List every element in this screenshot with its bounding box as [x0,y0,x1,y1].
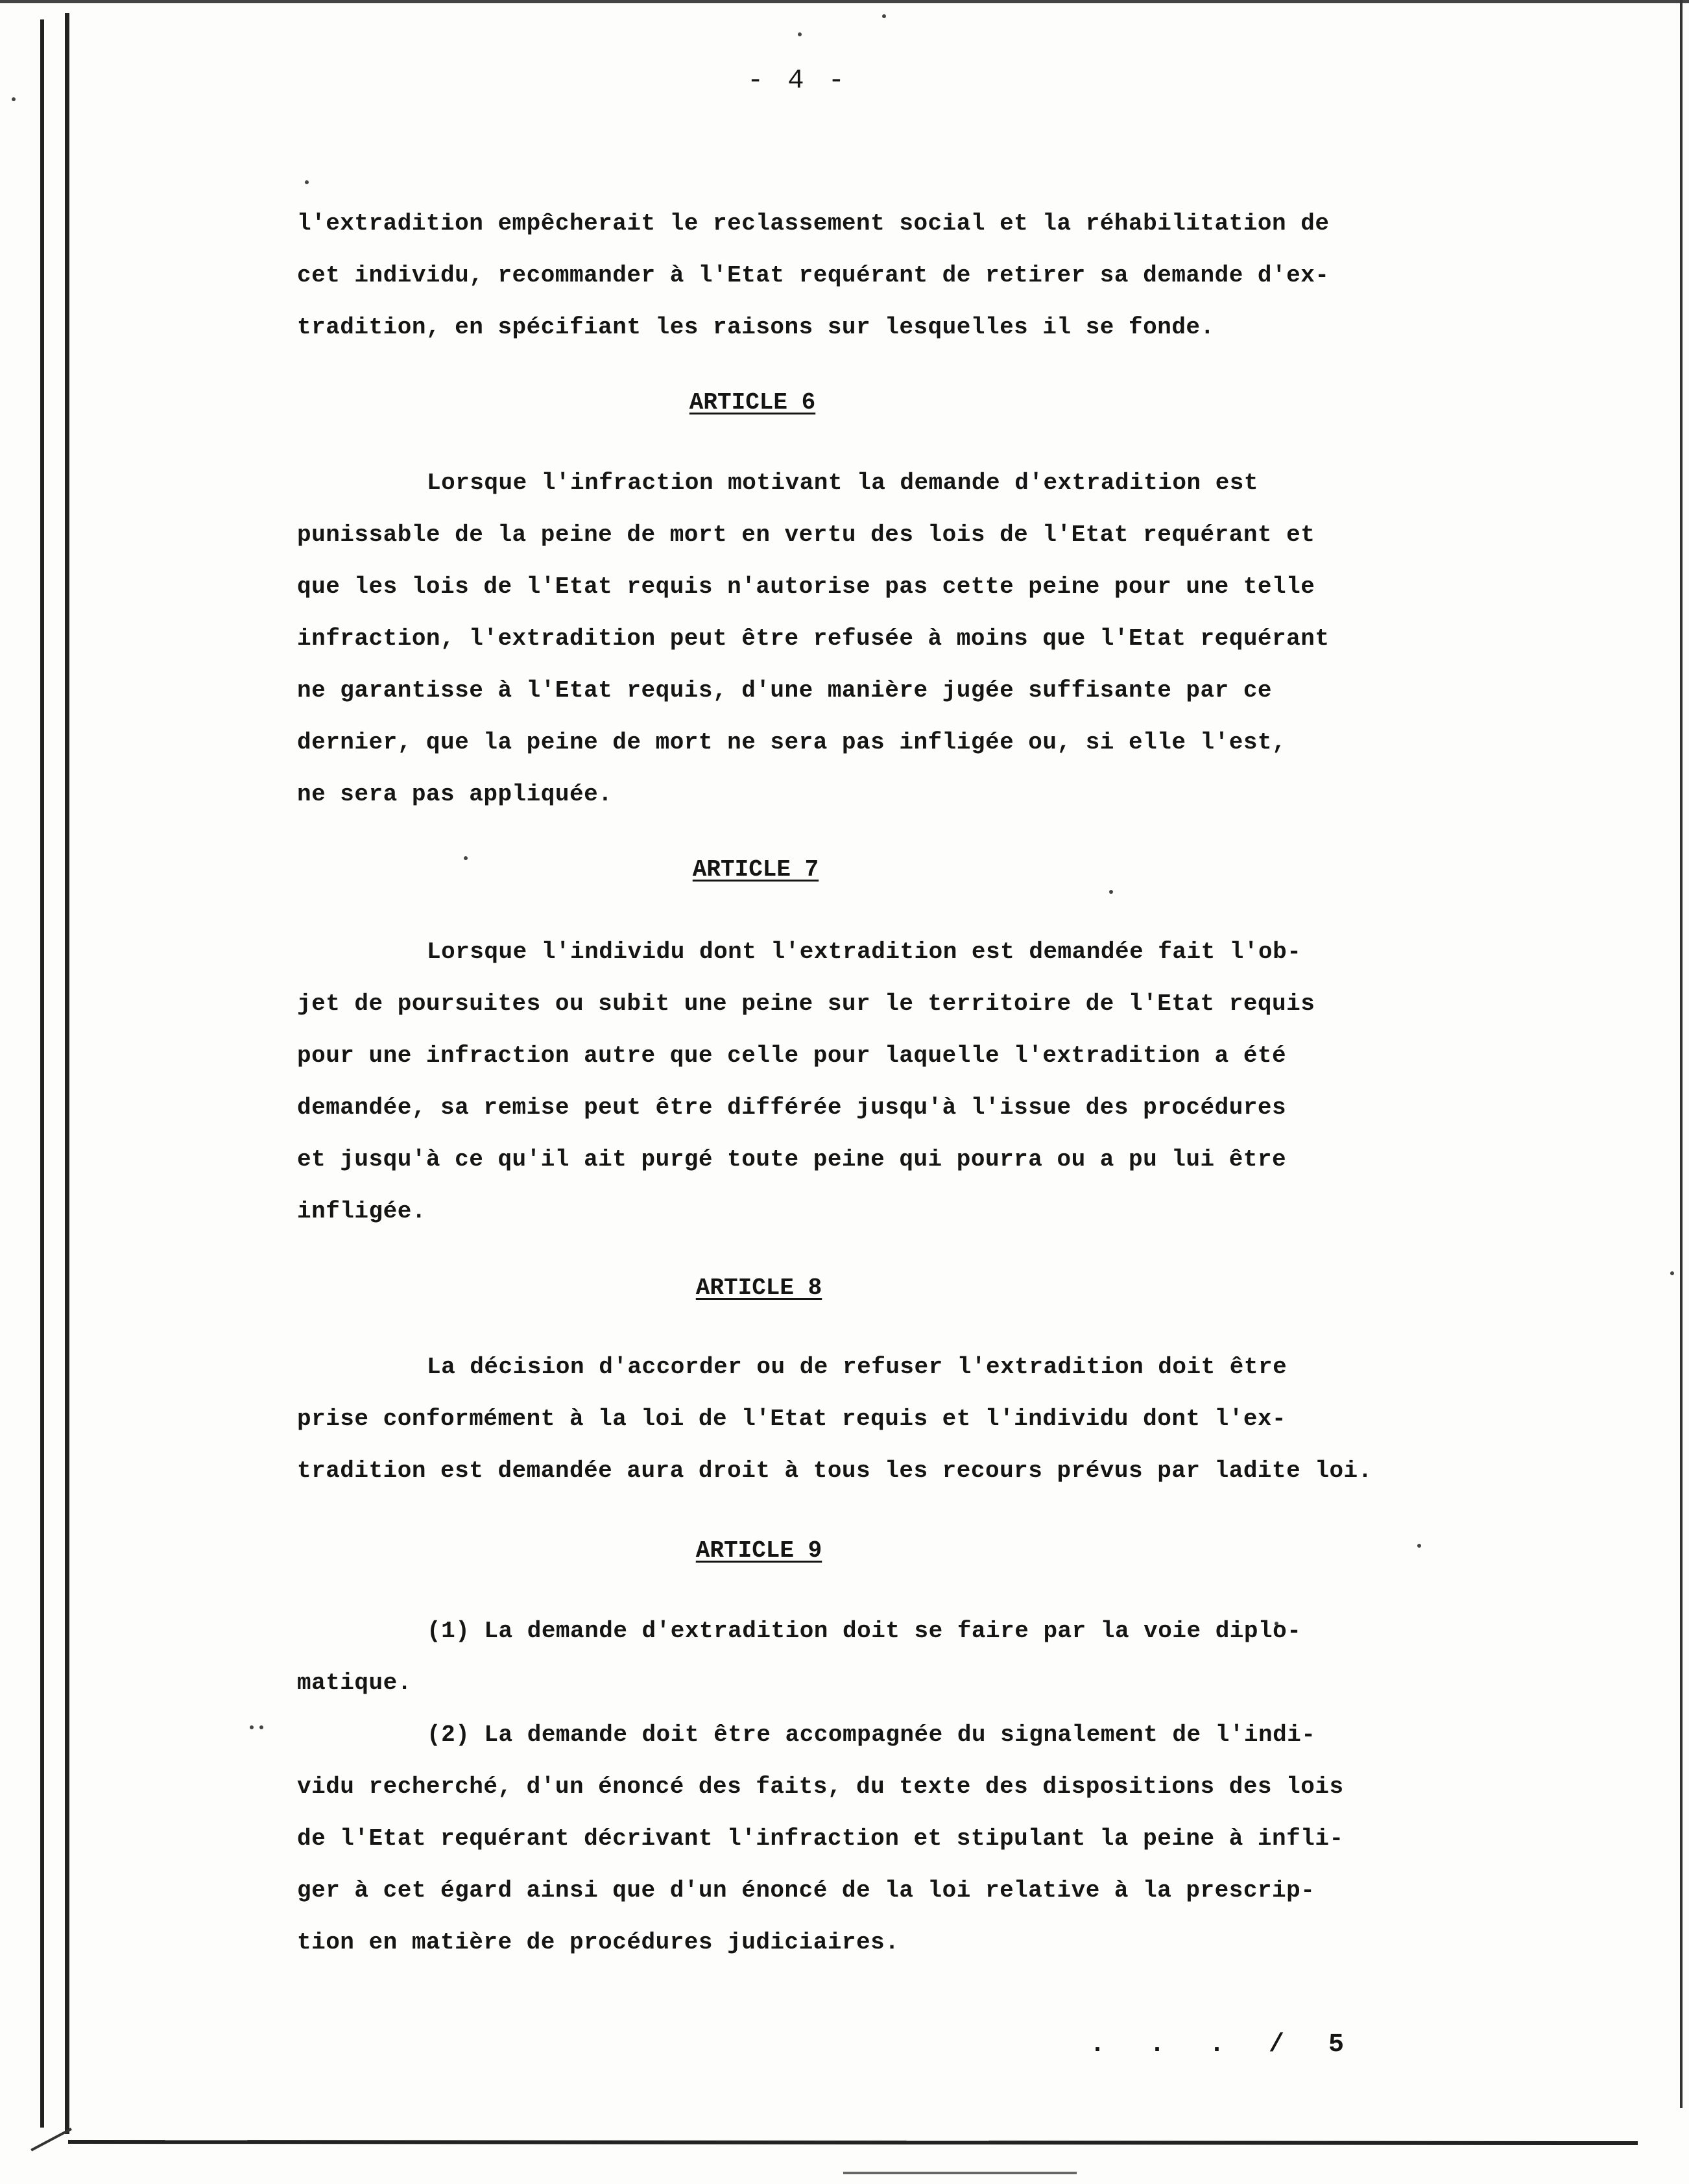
text-line: et jusqu'à ce qu'il ait purgé toute peine qui pourra ou a pu lui être [297,1146,1287,1173]
text-line: de l'Etat requérant décrivant l'infraction et stipulant la peine à infli- [297,1825,1344,1852]
scan-border-left-outer [40,19,44,2128]
text-line: infraction, l'extradition peut être refusée à moins que l'Etat requérant [297,625,1330,652]
text-line: ne garantisse à l'Etat requis, d'une manière jugée suffisante par ce [297,677,1273,704]
text-line: Lorsque l'individu dont l'extradition est demandée fait l'ob- [427,939,1302,965]
text-line: jet de poursuites ou subit une peine sur le territoire de l'Etat requis [297,990,1315,1017]
text-line: ne sera pas appliquée. [297,781,613,808]
text-line: demandée, sa remise peut être différée jusqu'à l'issue des procédures [297,1094,1287,1121]
article-9-paragraph-2 [297,1709,1344,1969]
text-line: tradition est demandée aura droit à tous les recours prévus par ladite loi. [297,1458,1372,1484]
scan-speck [305,180,309,184]
text-line: Lorsque l'infraction motivant la demande d'extradition est [427,470,1259,496]
text-line: l'extradition empêcherait le reclassement social et la réhabilitation de [297,210,1330,237]
text-line: prise conformément à la loi de l'Etat requis et l'individu dont l'ex- [297,1406,1287,1432]
text-line: matique. [297,1670,412,1696]
text-line: vidu recherché, d'un énoncé des faits, du texte des dispositions des lois [297,1773,1344,1800]
scan-speck [798,32,802,36]
scan-border-bottom [68,2140,1638,2145]
scan-speck [250,1725,254,1729]
scan-speck [1109,890,1113,894]
article-7-heading: ARTICLE 7 [692,856,819,883]
text-line: punissable de la peine de mort en vertu des lois de l'Etat requérant et [297,522,1315,548]
article-6-paragraph [297,457,1330,821]
text-line: que les lois de l'Etat requis n'autorise pas cette peine pour une telle [297,573,1315,600]
article-9-heading: ARTICLE 9 [695,1537,822,1564]
scan-border-corner [30,2128,72,2151]
scan-speck [1417,1544,1421,1548]
text-line: cet individu, recommander à l'Etat requérant de retirer sa demande d'ex- [297,262,1330,289]
text-line: pour une infraction autre que celle pour laquelle l'extradition a été [297,1042,1287,1069]
article-7-paragraph [297,926,1315,1238]
text-line: (1) La demande d'extradition doit se faire par la voie diplo- [427,1618,1302,1644]
scan-speck [12,97,16,101]
article-9-paragraph-1 [297,1605,1309,1709]
scan-border-top [0,0,1689,3]
scan-speck [464,856,468,860]
article-8-paragraph [297,1341,1372,1497]
page-number: - 4 - [747,65,849,96]
article-8-heading: ARTICLE 8 [695,1275,822,1301]
text-line: La décision d'accorder ou de refuser l'extradition doit être [427,1354,1288,1380]
scan-speck [1670,1271,1674,1275]
scan-speck [882,14,886,18]
scan-border-bottom-fragment [843,2172,1077,2174]
page-continuation-marker: . . . / 5 [1090,2030,1359,2059]
text-line: (2) La demande doit être accompagnée du signalement de l'indi- [427,1722,1316,1748]
scan-border-left-inner [65,13,69,2134]
scan-border-right [1680,0,1683,2108]
scan-speck [259,1725,263,1729]
text-line: infligée. [297,1198,426,1225]
intro-paragraph [297,198,1330,354]
text-line: tradition, en spécifiant les raisons sur lesquelles il se fonde. [297,314,1215,341]
article-6-heading: ARTICLE 6 [689,389,816,416]
text-line: ger à cet égard ainsi que d'un énoncé de la loi relative à la prescrip- [297,1877,1315,1904]
text-line: tion en matière de procédures judiciaires. [297,1929,900,1956]
text-line: dernier, que la peine de mort ne sera pas infligée ou, si elle l'est, [297,729,1287,756]
